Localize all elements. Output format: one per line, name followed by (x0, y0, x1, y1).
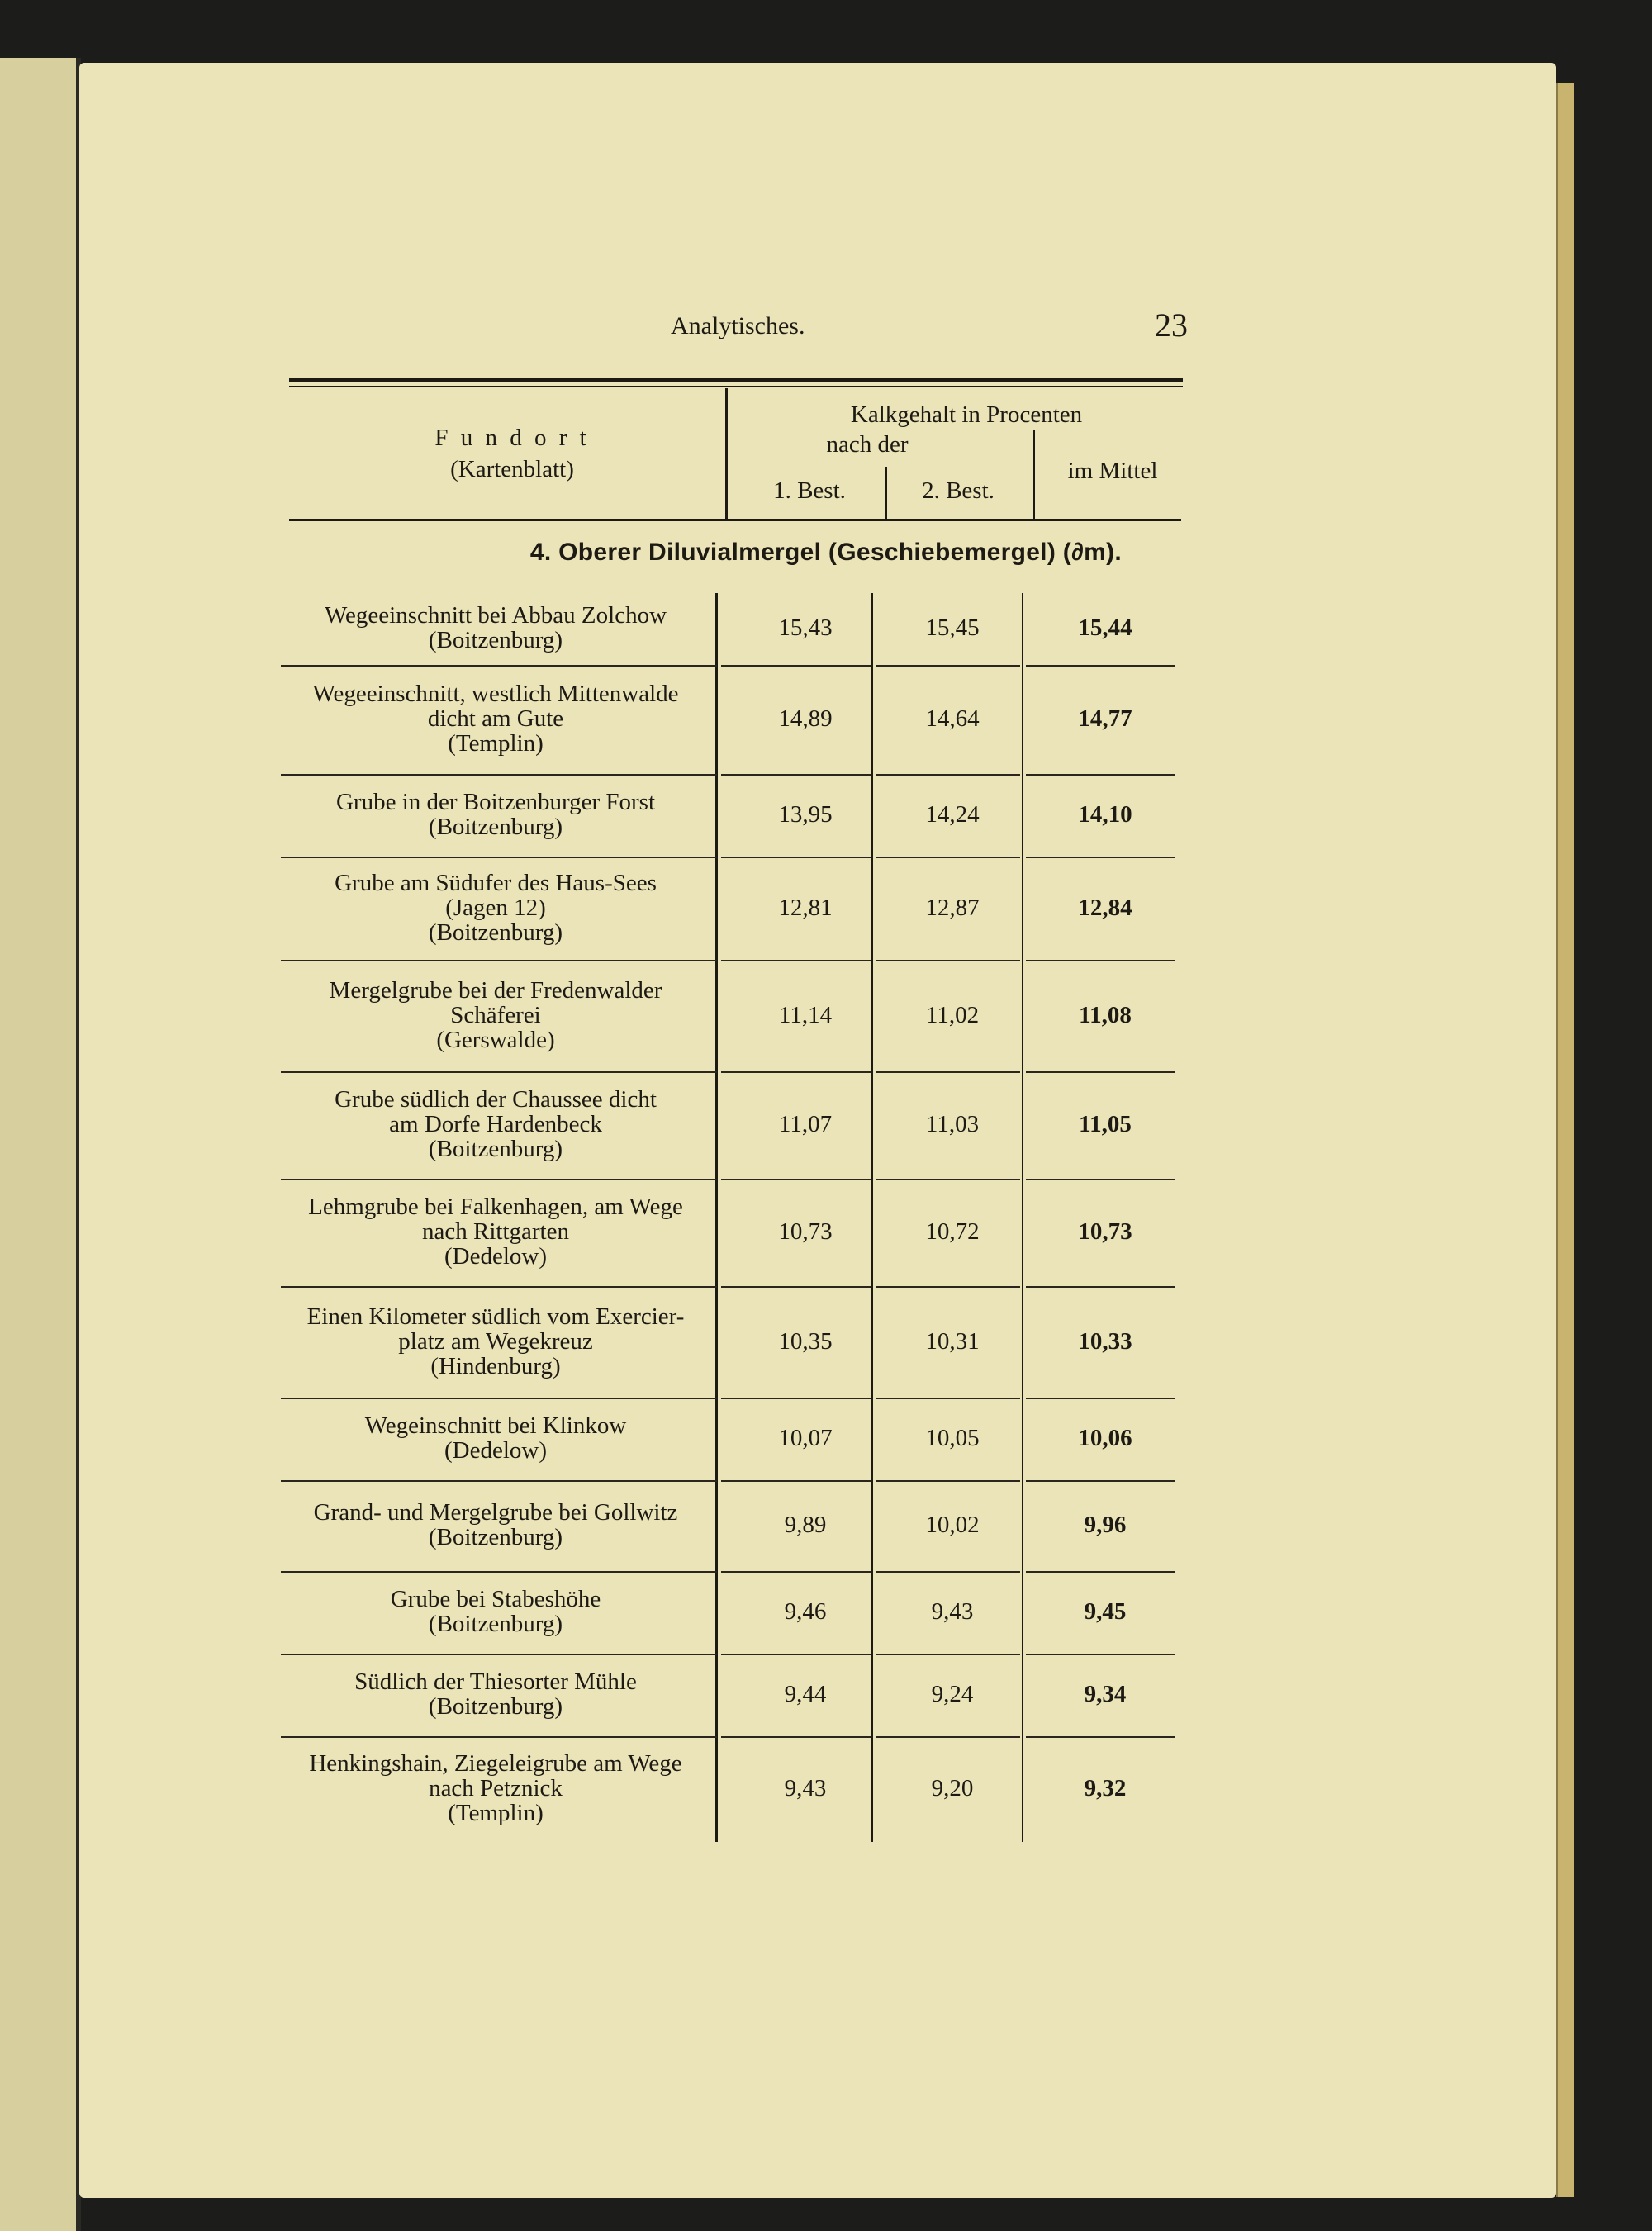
fundort-line: dicht am Gute (427, 705, 564, 732)
best1-cell: 10,07 (778, 1425, 833, 1451)
best1-cell: 11,14 (778, 1002, 833, 1028)
fundort-line: (Boitzenburg) (428, 919, 563, 946)
mittel-cell: 9,96 (1084, 1512, 1127, 1538)
header-nach-der: nach der (826, 431, 909, 458)
best2-cell: 14,64 (925, 705, 980, 732)
fundort-line: Grube in der Boitzenburger Forst (335, 789, 656, 815)
mittel-cell: 14,10 (1078, 801, 1132, 828)
fundort-line: Wegeinschnitt bei Klinkow (364, 1412, 627, 1439)
fundort-cell (281, 1413, 710, 1463)
mittel-cell: 9,32 (1084, 1775, 1127, 1801)
fundort-line: (Boitzenburg) (428, 1524, 563, 1550)
best1-cell: 13,95 (778, 801, 833, 828)
header-divider-best (885, 467, 887, 519)
fundort-line: Südlich der Thiesorter Mühle (354, 1669, 637, 1695)
fundort-cell (281, 1587, 710, 1636)
best2-cell: 10,05 (925, 1425, 980, 1451)
fundort-cell (281, 790, 710, 839)
best1-cell: 12,81 (778, 895, 833, 921)
fundort-line: Wegeeinschnitt bei Abbau Zolchow (324, 602, 667, 629)
best1-cell: 9,43 (784, 1775, 827, 1801)
best1-cell: 11,07 (778, 1111, 833, 1137)
best2-cell: 15,45 (925, 615, 980, 641)
fundort-line: (Jagen 12) (445, 895, 546, 921)
fundort-cell (281, 1669, 710, 1719)
fundort-line: (Dedelow) (444, 1243, 547, 1270)
fundort-cell (281, 603, 710, 653)
table-top-rule-thick (289, 378, 1183, 382)
header-mittel: im Mittel (1067, 458, 1158, 484)
best2-cell: 10,02 (925, 1512, 980, 1538)
best1-cell: 9,44 (784, 1681, 827, 1707)
fundort-cell (281, 1500, 710, 1550)
fundort-line: (Boitzenburg) (428, 814, 563, 840)
header-best1: 1. Best. (773, 477, 846, 504)
fundort-line: (Dedelow) (444, 1437, 547, 1464)
section-heading: 4. Oberer Diluvialmergel (Geschiebemergel) (∂m). (529, 539, 1123, 566)
table-row (0, 1072, 1652, 1180)
best2-cell: 10,31 (925, 1328, 980, 1355)
table-row (0, 1654, 1652, 1737)
fundort-line: Schäferei (450, 1002, 541, 1028)
table-row (0, 1398, 1652, 1481)
header-divider-fundort (725, 388, 728, 519)
table-row (0, 1180, 1652, 1287)
mittel-cell: 9,34 (1084, 1681, 1127, 1707)
page-number: 23 (1155, 306, 1188, 344)
best2-cell: 9,43 (931, 1598, 974, 1625)
fundort-cell (281, 1087, 710, 1161)
header-kalkgehalt: Kalkgehalt in Procenten (850, 401, 1083, 428)
fundort-cell (281, 1304, 710, 1379)
best1-cell: 15,43 (778, 615, 833, 641)
best2-cell: 9,20 (931, 1775, 974, 1801)
fundort-line: platz am Wegekreuz (398, 1328, 593, 1355)
mittel-cell: 10,73 (1078, 1218, 1132, 1245)
fundort-line: (Gerswalde) (436, 1027, 555, 1053)
fundort-line: (Templin) (448, 730, 544, 757)
table-row (0, 857, 1652, 961)
header-fundort: F u n d o r t (434, 425, 590, 451)
table-row (0, 1737, 1652, 1842)
table-row (0, 1481, 1652, 1572)
fundort-line: Wegeeinschnitt, westlich Mittenwalde (312, 681, 679, 707)
mittel-cell: 15,44 (1078, 615, 1132, 641)
header-best2: 2. Best. (922, 477, 995, 504)
fundort-cell (281, 1751, 710, 1825)
fundort-line: Lehmgrube bei Falkenhagen, am Wege (308, 1194, 683, 1220)
fundort-line: Einen Kilometer südlich vom Exercier- (306, 1303, 685, 1330)
fundort-line: Grand- und Mergelgrube bei Gollwitz (313, 1499, 678, 1526)
header-divider-mittel (1033, 430, 1035, 519)
table-row (0, 666, 1652, 775)
best1-cell: 10,35 (778, 1328, 833, 1355)
fundort-line: nach Rittgarten (422, 1218, 569, 1245)
fundort-cell (281, 871, 710, 945)
fundort-line: Mergelgrube bei der Fredenwalder (329, 977, 662, 1004)
mittel-cell: 10,33 (1078, 1328, 1132, 1355)
fundort-line: Grube am Südufer des Haus-Sees (335, 870, 657, 896)
fundort-line: (Templin) (448, 1800, 544, 1826)
fundort-line: (Boitzenburg) (428, 1611, 563, 1637)
header-kartenblatt: (Kartenblatt) (450, 456, 574, 482)
table-row (0, 593, 1652, 666)
fundort-line: (Boitzenburg) (428, 1136, 563, 1162)
best2-cell: 11,03 (925, 1111, 980, 1137)
header-bottom-rule (289, 519, 1181, 521)
table-row (0, 1572, 1652, 1654)
best2-cell: 11,02 (925, 1002, 980, 1028)
mittel-cell: 11,05 (1079, 1111, 1132, 1137)
table-row (0, 961, 1652, 1072)
fundort-line: (Boitzenburg) (428, 627, 563, 653)
fundort-cell (281, 978, 710, 1052)
fundort-line: am Dorfe Hardenbeck (389, 1111, 602, 1137)
fundort-cell (281, 681, 710, 756)
fundort-cell (281, 1194, 710, 1269)
fundort-line: (Boitzenburg) (428, 1693, 563, 1720)
fundort-line: nach Petznick (429, 1775, 563, 1801)
best1-cell: 10,73 (778, 1218, 833, 1245)
best1-cell: 9,46 (784, 1598, 827, 1625)
fundort-line: (Hindenburg) (430, 1353, 561, 1379)
mittel-cell: 10,06 (1078, 1425, 1132, 1451)
fundort-line: Grube südlich der Chaussee dicht (335, 1086, 657, 1113)
best2-cell: 10,72 (925, 1218, 980, 1245)
best1-cell: 9,89 (784, 1512, 827, 1538)
running-head: Analytisches. (671, 312, 805, 339)
best2-cell: 12,87 (925, 895, 980, 921)
fundort-line: Grube bei Stabeshöhe (390, 1586, 601, 1612)
fundort-line: Henkingshain, Ziegeleigrube am Wege (309, 1750, 682, 1777)
best2-cell: 14,24 (925, 801, 980, 828)
table-row (0, 775, 1652, 857)
mittel-cell: 11,08 (1079, 1002, 1132, 1028)
table-row (0, 1287, 1652, 1398)
best1-cell: 14,89 (778, 705, 833, 732)
best2-cell: 9,24 (931, 1681, 974, 1707)
mittel-cell: 14,77 (1078, 705, 1132, 732)
mittel-cell: 9,45 (1084, 1598, 1127, 1625)
mittel-cell: 12,84 (1078, 895, 1132, 921)
table-top-rule-thin (289, 386, 1183, 387)
